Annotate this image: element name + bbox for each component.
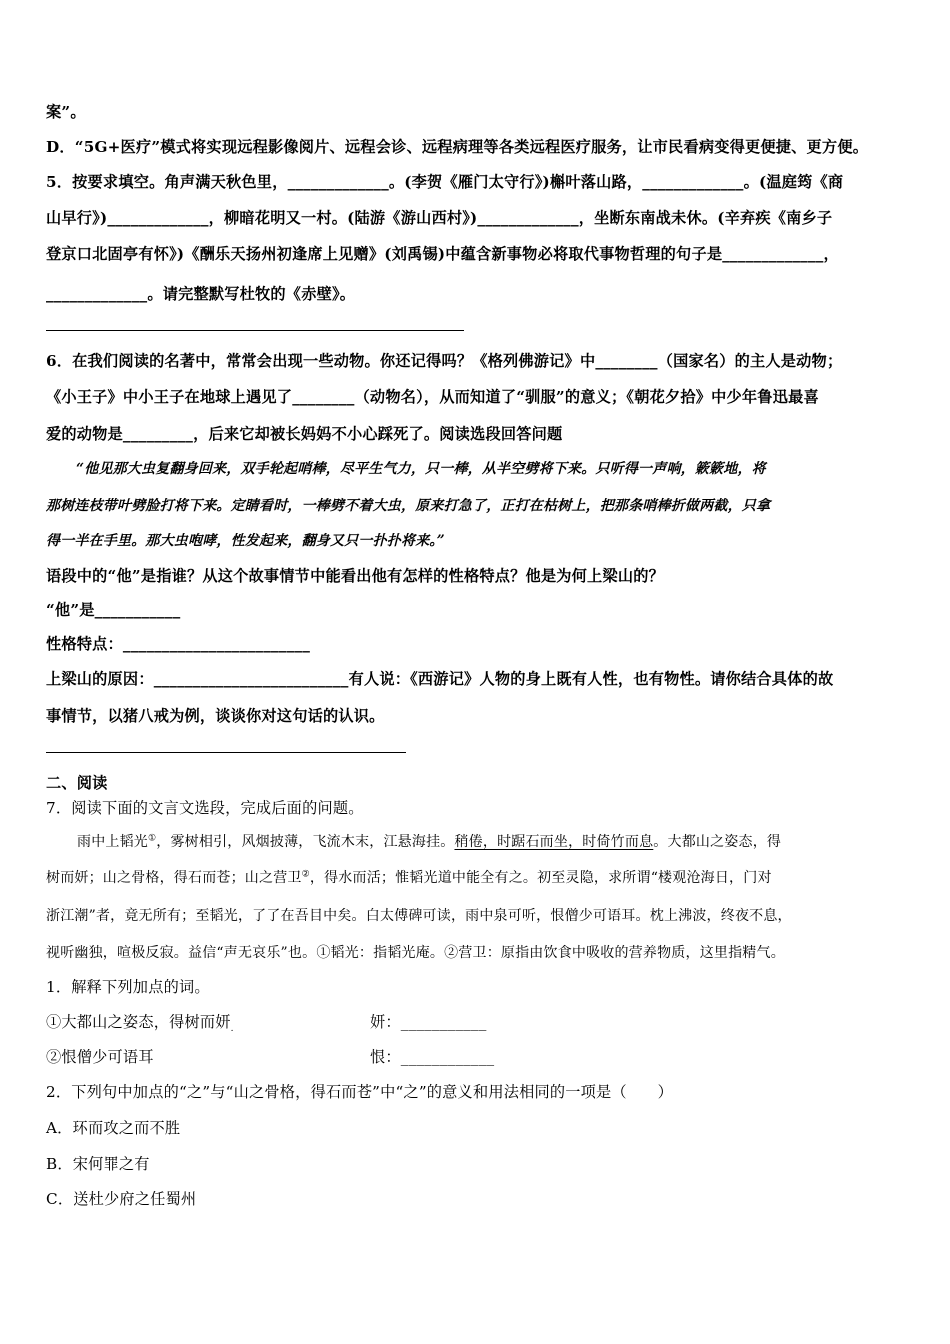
reason-label: 上梁山的原因：_________________________ — [46, 670, 349, 688]
quote-passage-line: 那树连枝带叶劈脸打将下来。定睛看时，一棒劈不着大虫，原来打急了，正打在枯树上，把那条哨棒折做两截，只拿 — [46, 498, 771, 514]
item-text: ①大都山之姿态，得树而妍 — [46, 1013, 231, 1031]
footnote-mark: ② — [301, 869, 310, 880]
answer-line — [46, 752, 406, 753]
answer-blank: 妍：___________ — [370, 1013, 487, 1031]
question-5-line: 5．按要求填空。角声满天秋色里，_____________。(李贺《雁门太守行》)槲叶落山路，_____________。(温庭筠《商 — [46, 173, 844, 191]
question-5-line: 登京口北固亭有怀》)《酬乐天扬州初逢席上见赠》(刘禹锡)中蕴含新事物必将取代事物哲理的句子是_____________， — [46, 245, 839, 263]
answer-personality: 性格特点：________________________ — [46, 635, 310, 653]
passage-text: 雨中上韬光 — [77, 834, 148, 850]
question-7-title: 7．阅读下面的文言文选段，完成后面的问题。 — [46, 799, 364, 817]
classical-passage-line — [46, 867, 772, 889]
subquestion-1-item — [46, 1046, 546, 1068]
underlined-sentence: 稍倦，时踞石而坐，时倚竹而息 — [454, 834, 654, 850]
option-c: C．送杜少府之任蜀州 — [46, 1190, 197, 1208]
answer-line — [46, 330, 464, 331]
classical-passage-line: 浙江潮”者，竟无所有；至韬光，了了在吾目中矣。白太傅碑可读，雨中泉可听，恨僧少可语耳。枕上沸波，终夜不息， — [46, 908, 792, 924]
question-6-line: 《小王子》中小王子在地球上遇见了________（动物名），从而知道了“驯服”的意义；《朝花夕拾》中少年鲁迅最喜 — [46, 388, 819, 406]
subquestion-1: 1．解释下列加点的词。 — [46, 978, 210, 996]
answer-he: “他”是___________ — [46, 601, 181, 619]
section-title-reading: 二、阅读 — [46, 774, 108, 792]
option-b: B．宋何罪之有 — [46, 1155, 150, 1173]
passage-text: ，雾树相引，风烟披薄，飞流木末，江悬海挂。 — [156, 834, 455, 850]
subquestion-2: 2．下列句中加点的“之”与“山之骨格，得石而苍”中“之”的意义和用法相同的一项是（ ） — [46, 1083, 673, 1101]
question-5-line: 山早行》)_____________，柳暗花明又一村。(陆游《游山西村》)_____________，坐断东南战未休。(辛弃疾《南乡子 — [46, 209, 833, 227]
emphasis-dot: . — [230, 1024, 234, 1034]
quote-passage-line: 得一半在手里。那大虫咆哮，性发起来，翻身又只一扑扑将来。” — [46, 533, 445, 549]
passage-text: ，得水而活；惟韬光道中能全有之。初至灵隐，求所谓“楼观沧海日，门对 — [309, 870, 772, 886]
quote-passage-line: “他见那大虫复翻身回来，双手轮起哨棒，尽平生气力，只一棒，从半空劈将下来。只听得一声响，簌簌地，将 — [76, 461, 766, 477]
question-6-line: 爱的动物是_________，后来它却被长妈妈不小心踩死了。阅读选段回答问题 — [46, 425, 563, 443]
text-line: 案”。 — [46, 103, 86, 121]
passage-text: 树而妍；山之骨格，得石而苍；山之营卫 — [46, 870, 302, 886]
option-a: A．环而攻之而不胜 — [46, 1119, 181, 1137]
option-d: D．“5G+医疗”模式将实现远程影像阅片、远程会诊、远程病理等各类远程医疗服务，让市民看病变得更便捷、更方便。 — [46, 138, 869, 156]
footnote-mark: ① — [148, 833, 157, 844]
question-6-prompt: 语段中的“他”是指谁？从这个故事情节中能看出他有怎样的性格特点？他是为何上梁山的？ — [46, 567, 664, 585]
xiyouji-prompt-cont: 事情节，以猪八戒为例，谈谈你对这句话的认识。 — [46, 707, 385, 725]
xiyouji-prompt: 有人说：《西游记》人物的身上既有人性，也有物性。请你结合具体的故 — [348, 670, 834, 688]
question-5-line: _____________。请完整默写杜牧的《赤壁》。 — [46, 285, 356, 303]
item-text: ②恨僧少可语耳 — [46, 1048, 154, 1066]
answer-blank: 恨：____________ — [370, 1048, 495, 1066]
question-6-line: 6．在我们阅读的名著中，常常会出现一些动物。你还记得吗？《格列佛游记》中________（国家名）的主人是动物； — [46, 352, 843, 370]
passage-text: 。大都山之姿态，得 — [653, 834, 782, 850]
classical-passage-line: 视听幽独，喧极反寂。益信“声无哀乐”也。①韬光：指韬光庵。②营卫：原指由饮食中吸收的营养物质，这里指精气。 — [46, 945, 785, 961]
subquestion-1-item — [46, 1011, 546, 1036]
classical-passage-line — [77, 831, 781, 853]
answer-reason — [46, 668, 833, 690]
